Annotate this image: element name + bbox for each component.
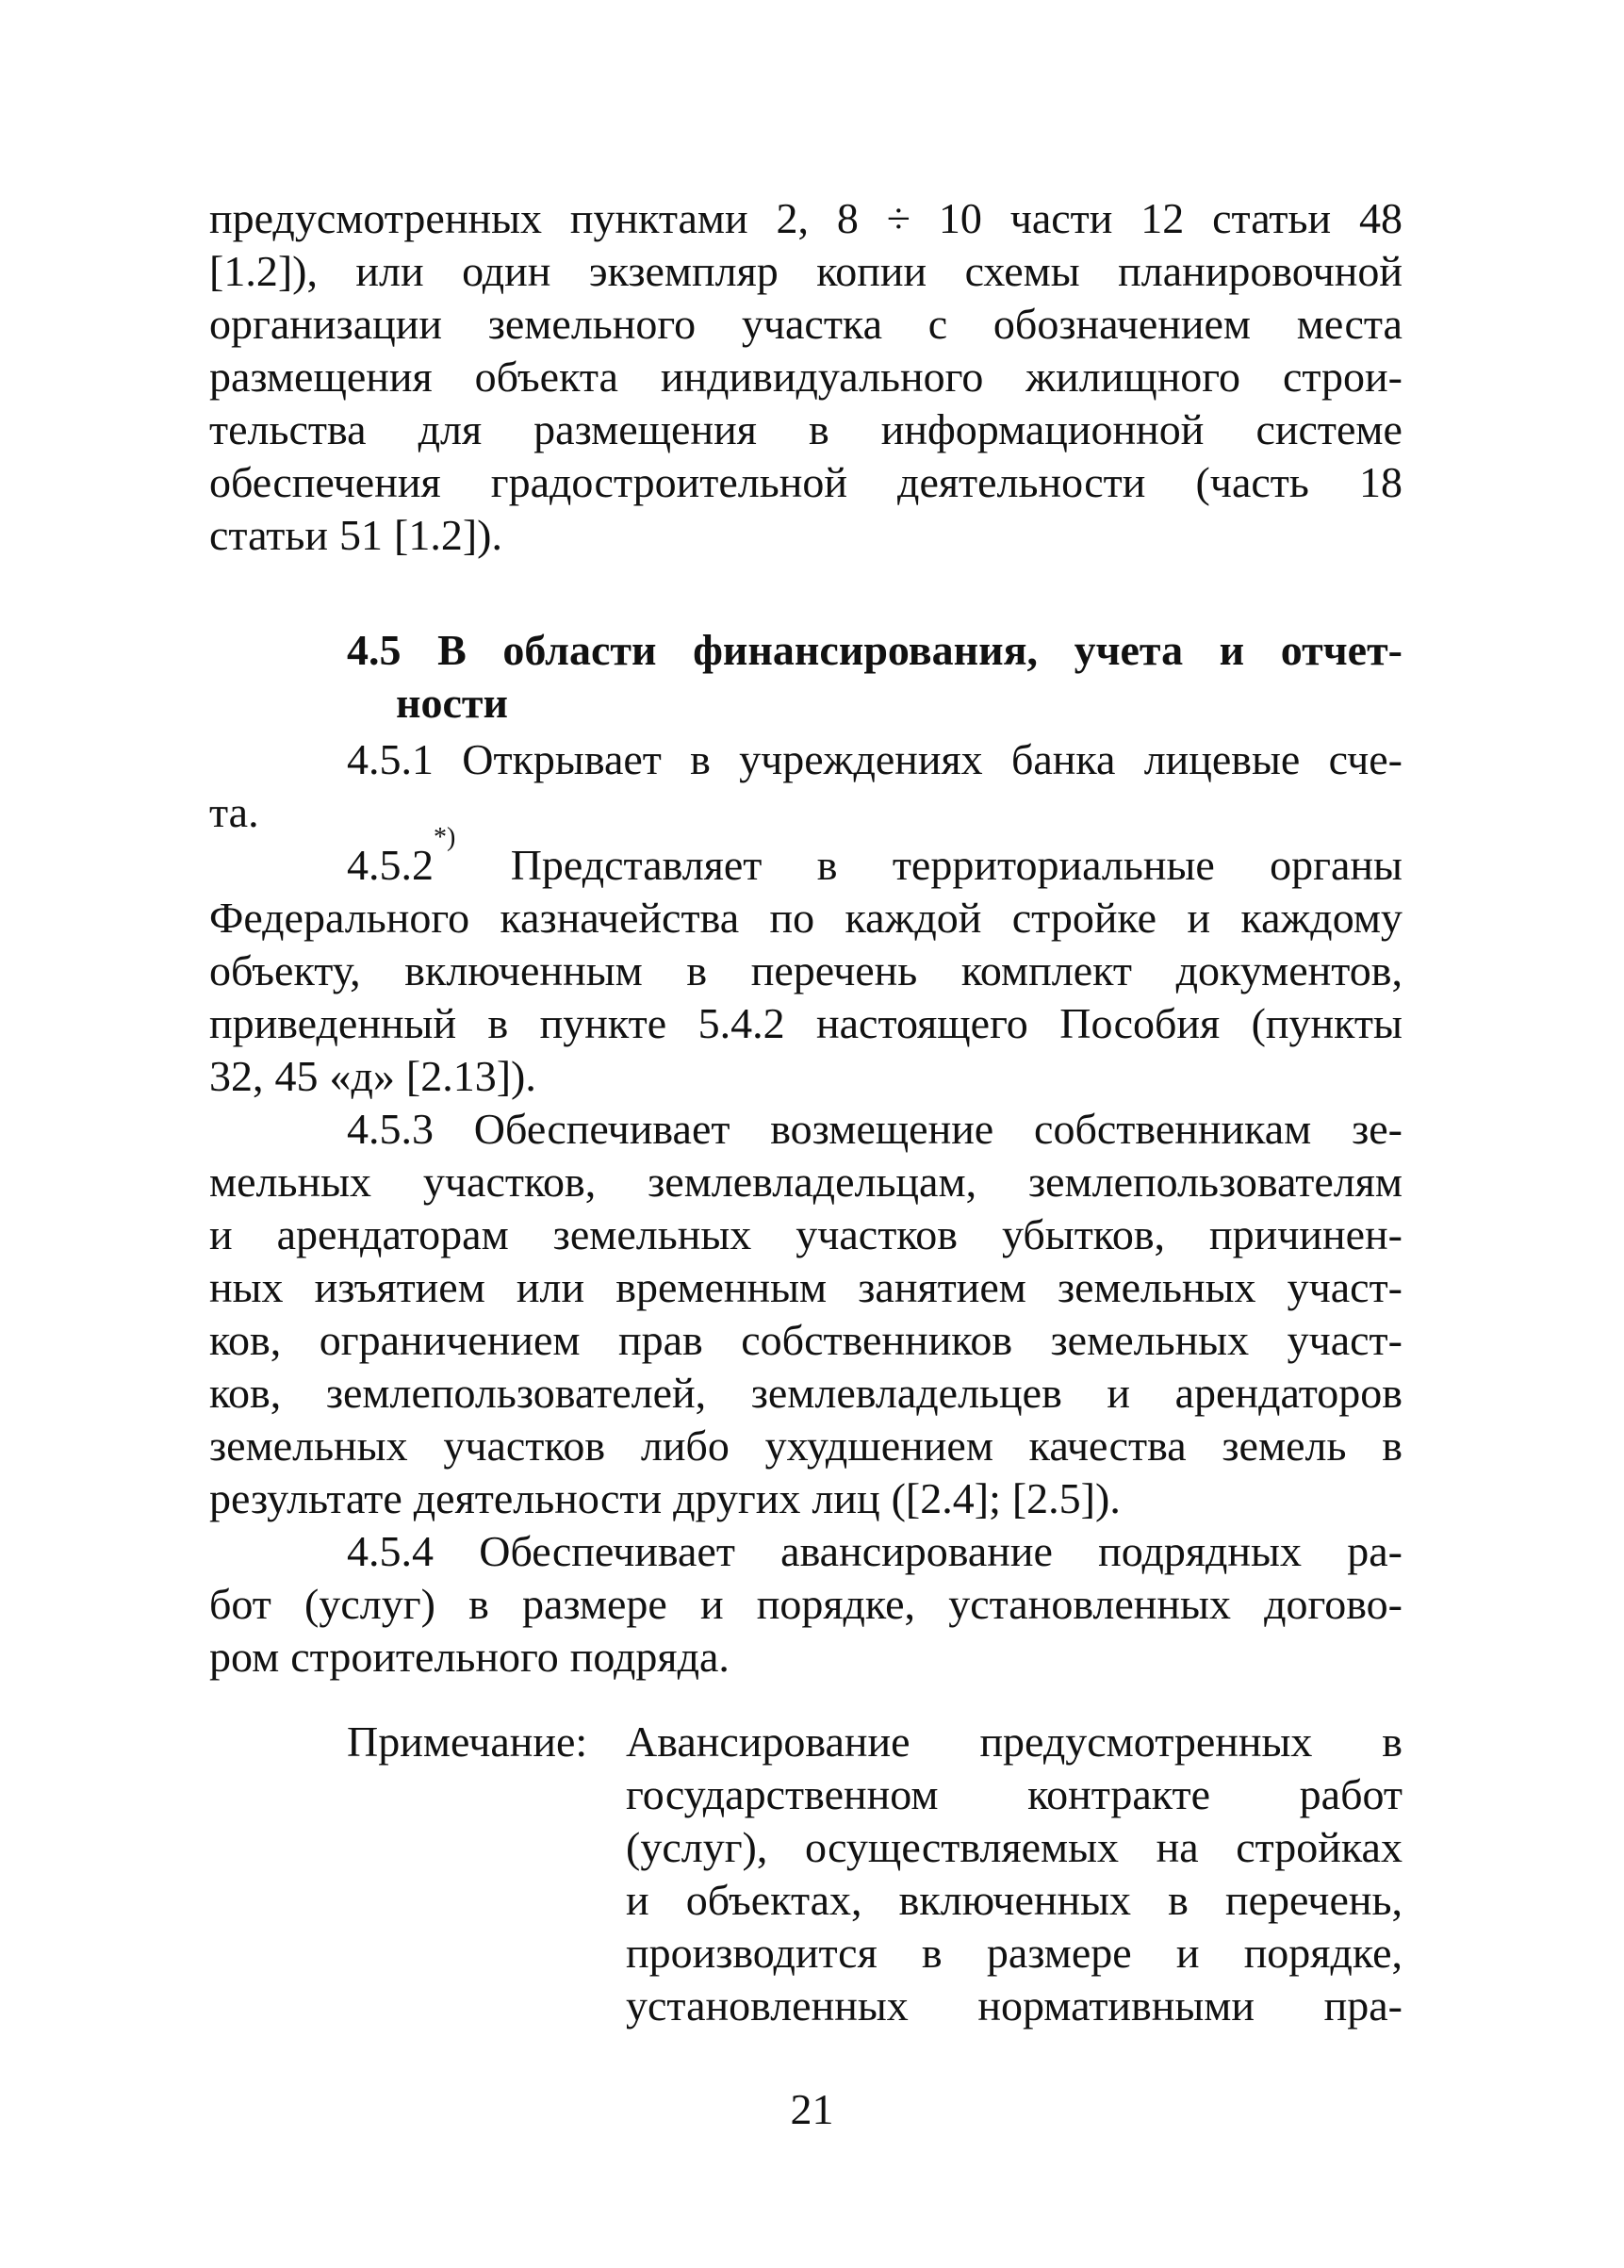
word: информационной — [880, 405, 1205, 453]
word: учреждениях — [739, 735, 983, 783]
word: тельства — [209, 405, 367, 453]
text-line — [209, 403, 1403, 456]
word: пра- — [1323, 1981, 1403, 2030]
paragraph-4-5-1 — [209, 733, 1403, 839]
paragraph-4-5-2-line-1 — [209, 822, 1403, 892]
word: стройке — [1011, 894, 1157, 942]
word: [2.5]). — [1011, 1474, 1121, 1522]
word: части — [1009, 194, 1113, 242]
word: 4.5.1 — [347, 735, 434, 783]
word: результате — [209, 1474, 402, 1522]
word: места — [1296, 300, 1403, 348]
word: причинен- — [1209, 1210, 1403, 1258]
word: пунктами — [569, 194, 748, 242]
word: обозначением — [992, 300, 1252, 348]
text-line — [209, 892, 1403, 945]
paragraph-4-5-2-body — [209, 892, 1403, 1103]
word: возмещение — [770, 1105, 994, 1153]
word: либо — [640, 1422, 730, 1470]
word: временным — [615, 1263, 828, 1311]
text-line — [209, 1367, 1403, 1420]
word: деятельности — [897, 458, 1146, 506]
word: каждой — [845, 894, 982, 942]
word: участков, — [422, 1158, 597, 1206]
word: подряда. — [569, 1633, 730, 1681]
word: в — [1168, 1876, 1189, 1924]
word: статьи — [209, 511, 329, 559]
word: 4.5.3 — [347, 1105, 434, 1153]
word: прав — [618, 1316, 703, 1364]
word: [1.2]), — [209, 247, 318, 295]
word: в — [1382, 1422, 1403, 1470]
word: землевладельцам, — [648, 1158, 977, 1206]
word: градостроительной — [490, 458, 847, 506]
word: осуществляемых — [804, 1823, 1120, 1871]
word: мельных — [209, 1158, 371, 1206]
word: финансирования, — [693, 626, 1038, 674]
word: земельных — [1050, 1316, 1250, 1364]
word: индивидуального — [660, 353, 984, 401]
word: для — [418, 405, 483, 453]
word: производится — [626, 1929, 878, 1977]
word: системе — [1255, 405, 1403, 453]
text-line — [209, 1525, 1403, 1578]
word: «д» — [329, 1052, 395, 1100]
word: 5.4.2 — [697, 999, 785, 1047]
page-number: 21 — [790, 2085, 834, 2133]
word: в — [487, 999, 509, 1047]
word: порядке, — [1243, 1929, 1403, 1977]
word: сче- — [1328, 735, 1403, 783]
paragraph-4-5-1-line-1 — [209, 733, 1403, 786]
word: ухудшением — [764, 1422, 993, 1470]
word: размещения — [209, 353, 433, 401]
text-line — [209, 1208, 1403, 1261]
word: строи- — [1282, 353, 1403, 401]
footnote-mark: *) — [434, 822, 456, 852]
word: предусмотренных — [979, 1717, 1313, 1766]
word: участ- — [1287, 1263, 1403, 1311]
text-line — [209, 245, 1403, 298]
text-line — [209, 1631, 1403, 1684]
text-line — [209, 351, 1403, 403]
text-line — [209, 1261, 1403, 1314]
word: в — [686, 946, 708, 994]
text-line — [626, 1874, 1403, 1927]
word: участка — [741, 300, 882, 348]
text-line — [209, 1156, 1403, 1208]
word: казначейства — [500, 894, 740, 942]
word: Обеспечивает — [479, 1527, 735, 1575]
paragraph-4-5-3 — [209, 1103, 1403, 1525]
word: участ- — [1287, 1316, 1403, 1364]
word: размещения — [533, 405, 757, 453]
word: государственном — [626, 1770, 939, 1818]
word: перечень — [750, 946, 918, 994]
paragraph-top — [209, 192, 1403, 562]
word: стройках — [1236, 1823, 1403, 1871]
note-label: Примечание: — [347, 1717, 588, 1766]
word: 32, — [209, 1052, 264, 1100]
word: или — [516, 1263, 585, 1311]
text-line — [626, 1927, 1403, 1980]
section-heading-4-5 — [347, 624, 1403, 730]
word: комплект — [960, 946, 1132, 994]
word: в — [468, 1580, 489, 1628]
word: занятием — [858, 1263, 1026, 1311]
word: участков — [443, 1422, 606, 1470]
paragraph-4-5-2 — [209, 822, 1403, 1103]
word: 45 — [274, 1052, 319, 1100]
word: 12 — [1140, 194, 1185, 242]
word: ков, — [209, 1369, 282, 1417]
text-line — [209, 945, 1403, 997]
word: в — [690, 735, 711, 783]
word: органы — [1270, 841, 1403, 889]
word: 51 — [339, 511, 384, 559]
word: изъятием — [314, 1263, 485, 1311]
word: строительного — [290, 1633, 559, 1681]
word: установленных — [948, 1580, 1231, 1628]
word: Федерального — [209, 894, 470, 942]
paragraph-number: 4.5.2*) — [347, 822, 456, 889]
word: [2.13]). — [405, 1052, 536, 1100]
word: ÷ — [886, 194, 910, 242]
word: с — [927, 300, 948, 348]
word: земельных — [209, 1422, 408, 1470]
word: бот — [209, 1580, 271, 1628]
word: установленных — [626, 1981, 909, 2030]
word: включенных — [898, 1876, 1132, 1924]
word: ности — [396, 679, 509, 727]
word: в — [816, 841, 838, 889]
word: порядке, — [756, 1580, 916, 1628]
text-line — [209, 192, 1403, 245]
word: 8 — [836, 194, 859, 242]
text-line — [209, 298, 1403, 351]
word: ных — [209, 1263, 284, 1311]
word: ограничением — [319, 1316, 581, 1364]
word: размере — [521, 1580, 667, 1628]
word: зе- — [1352, 1105, 1403, 1153]
word: других — [673, 1474, 801, 1522]
word: на — [1156, 1823, 1199, 1871]
word: лиц — [812, 1474, 880, 1522]
text-line — [209, 1314, 1403, 1367]
word: в — [808, 405, 829, 453]
word: ([2.4]; — [891, 1474, 1001, 1522]
word: та. — [209, 788, 259, 836]
word: убытков, — [1002, 1210, 1166, 1258]
word: по — [769, 894, 815, 942]
word: арендаторам — [276, 1210, 509, 1258]
word: в — [921, 1929, 943, 1977]
word: обеспечения — [209, 458, 441, 506]
word: Открывает — [462, 735, 662, 783]
word: включенным — [404, 946, 643, 994]
word: учета — [1074, 626, 1184, 674]
word: Представляет — [510, 841, 763, 889]
word: (услуг), — [626, 1823, 768, 1871]
word: землепользователей, — [325, 1369, 707, 1417]
text-line — [209, 997, 1403, 1050]
word: перечень, — [1225, 1876, 1403, 1924]
word: подрядных — [1098, 1527, 1302, 1575]
word: нормативными — [977, 1981, 1255, 2030]
heading-line-1 — [347, 624, 1403, 677]
text-line — [626, 1980, 1403, 2032]
word: В — [437, 626, 467, 674]
word: отчет- — [1280, 626, 1403, 674]
text-line — [209, 1472, 1403, 1525]
note-text — [626, 1716, 1403, 2032]
word: и — [1219, 626, 1245, 674]
paragraph-4-5-1-line-2 — [209, 786, 1403, 839]
word: в — [1382, 1717, 1403, 1766]
word: арендаторов — [1174, 1369, 1403, 1417]
word: организации — [209, 300, 442, 348]
word: документов, — [1175, 946, 1403, 994]
word: размере — [986, 1929, 1132, 1977]
word: ков, — [209, 1316, 282, 1364]
word: 48 — [1358, 194, 1403, 242]
word: ром — [209, 1633, 280, 1681]
text-line — [209, 1103, 1403, 1156]
word: 18 — [1358, 458, 1403, 506]
text-line — [209, 509, 1403, 562]
word: жилищного — [1025, 353, 1241, 401]
word: догово- — [1264, 1580, 1403, 1628]
word: контракте — [1027, 1770, 1211, 1818]
word: собственников — [741, 1316, 1013, 1364]
text-line — [209, 1420, 1403, 1472]
word: и — [1187, 894, 1211, 942]
word: авансирование — [780, 1527, 1053, 1575]
word: предусмотренных — [209, 194, 542, 242]
word: банка — [1010, 735, 1116, 783]
word: Авансирование — [626, 1717, 910, 1766]
word: 4.5 — [347, 626, 402, 674]
word: деятельности — [413, 1474, 663, 1522]
word: (часть — [1195, 458, 1309, 506]
word: ра- — [1347, 1527, 1403, 1575]
word: 2, — [776, 194, 809, 242]
word: каждому — [1240, 894, 1403, 942]
word: собственникам — [1034, 1105, 1312, 1153]
text-line — [626, 1768, 1403, 1821]
word: приведенный — [209, 999, 457, 1047]
word: работ — [1299, 1770, 1403, 1818]
word: схемы — [964, 247, 1080, 295]
word: земельного — [487, 300, 697, 348]
word: качества — [1028, 1422, 1187, 1470]
text-line — [209, 456, 1403, 509]
word: земель — [1222, 1422, 1347, 1470]
word: планировочной — [1118, 247, 1403, 295]
word: территориальные — [892, 841, 1215, 889]
word: землепользователям — [1027, 1158, 1403, 1206]
heading-line-2 — [347, 677, 1403, 730]
text-line — [626, 1821, 1403, 1874]
word: и — [1175, 1929, 1200, 1977]
word: и — [209, 1210, 233, 1258]
text-line — [209, 1578, 1403, 1631]
paragraph-4-5-4 — [209, 1525, 1403, 1684]
word: [1.2]). — [394, 511, 502, 559]
word: настоящего — [816, 999, 1028, 1047]
word: Пособия — [1059, 999, 1221, 1047]
word: объектах, — [685, 1876, 862, 1924]
word: земельных — [552, 1210, 752, 1258]
word: Обеспечивает — [473, 1105, 730, 1153]
word: объекту, — [209, 946, 361, 994]
word: один — [462, 247, 551, 295]
text-line — [209, 1050, 1403, 1103]
word: экземпляр — [588, 247, 779, 295]
word: землевладельцев — [750, 1369, 1062, 1417]
word: земельных — [1057, 1263, 1256, 1311]
word: лицевые — [1143, 735, 1301, 783]
word: пункте — [539, 999, 667, 1047]
word: 10 — [938, 194, 982, 242]
word: и — [1107, 1369, 1131, 1417]
word: объекта — [474, 353, 618, 401]
word: статьи — [1212, 194, 1332, 242]
word: (пункты — [1251, 999, 1403, 1047]
word: (услуг) — [304, 1580, 435, 1628]
word: области — [502, 626, 657, 674]
word: участков — [796, 1210, 959, 1258]
word: и — [699, 1580, 724, 1628]
word: 4.5.4 — [347, 1527, 434, 1575]
word: или — [355, 247, 424, 295]
word: и — [626, 1876, 649, 1924]
word: копии — [816, 247, 927, 295]
text-line — [626, 1716, 1403, 1768]
